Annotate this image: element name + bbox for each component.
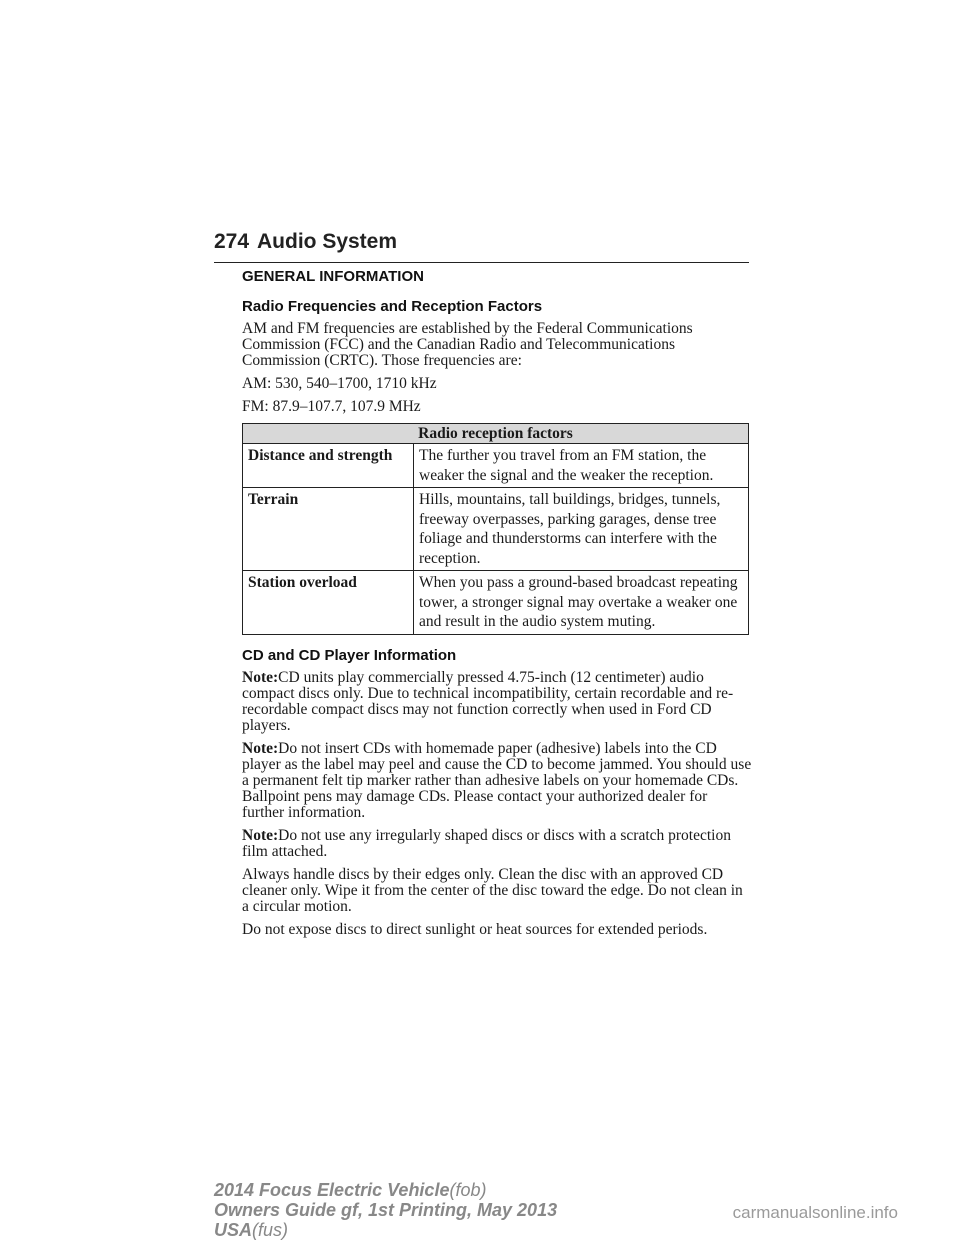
page-footer [214,1180,557,1240]
description-cell: The further you travel from an FM station, the weaker the signal and the weaker the reception. [414,444,749,488]
factor-cell: Distance and strength [243,444,414,488]
footer-vehicle: 2014 Focus Electric Vehicle [214,1180,450,1200]
footer-market: USA [214,1220,253,1240]
page-header [214,230,749,263]
fm-frequencies: FM: 87.9–107.7, 107.9 MHz [242,398,421,415]
note-paragraph [242,741,752,821]
table-header-row [243,424,749,444]
note-label: Note: [242,739,279,757]
table-header: Radio reception factors [243,424,749,444]
disc-exposure-paragraph: Do not expose discs to direct sunlight or heat sources for extended periods. [242,920,708,938]
disc-handling-paragraph: Always handle discs by their edges only. Clean the disc with an approved CD cleaner only. Wipe it from the center of the disc toward the edge. Do not clean in a circular motion. [242,865,743,915]
factor-cell: Station overload [243,571,414,635]
table-row [243,444,749,488]
note-paragraph [242,828,752,860]
description-cell: Hills, mountains, tall buildings, bridges, tunnels, freeway overpasses, parking garages, dense tree foliage and thunderstorms can interfere with the reception. [414,488,749,571]
page-content [242,268,752,945]
reception-factors-table [242,423,749,635]
note-text: Do not use any irregularly shaped discs or discs with a scratch protection film attached. [242,826,731,860]
note-text: CD units play commercially pressed 4.75-inch (12 centimeter) audio compact discs only. Due to technical incompatibility, certain recordable and re-recordable compact discs may not function correctly when used in Ford CD players. [242,668,734,734]
table-row [243,488,749,571]
page-number: 274 [214,230,250,253]
am-frequencies: AM: 530, 540–1700, 1710 kHz [242,375,437,392]
radio-intro-paragraph: AM and FM frequencies are established by the Federal Communications Commission (FCC) and the Canadian Radio and Telecommunications Commission (CRTC). Those frequencies are: [242,320,693,369]
description-cell: When you pass a ground-based broadcast repeating tower, a stronger signal may overtake a weaker one and result in the audio system muting. [414,571,749,635]
factor-cell: Terrain [243,488,414,571]
note-label: Note: [242,668,279,686]
section-title-general: GENERAL INFORMATION [242,268,424,285]
section-title-radio: Radio Frequencies and Reception Factors [242,298,543,315]
note-text: Do not insert CDs with homemade paper (adhesive) labels into the CD player as the label may peel and cause the CD to become jammed. You should use a permanent felt tip marker rather than adhesive labels on your homemade CDs. Ballpoint pens may damage CDs. Please contact your authorized dealer for further information. [242,739,752,821]
footer-vehicle-code: (fob) [449,1180,487,1200]
footer-line-2: Owners Guide gf, 1st Printing, May 2013 [214,1200,558,1220]
note-label: Note: [242,826,279,844]
footer-line-1 [214,1180,557,1200]
section-title-cd: CD and CD Player Information [242,646,457,664]
watermark-text: carmanualsonline.info [732,1203,898,1222]
footer-line-3 [214,1220,557,1240]
note-paragraph [242,670,752,734]
footer-market-code: (fus) [252,1220,289,1240]
page-title: Audio System [257,230,398,253]
table-row [243,571,749,635]
